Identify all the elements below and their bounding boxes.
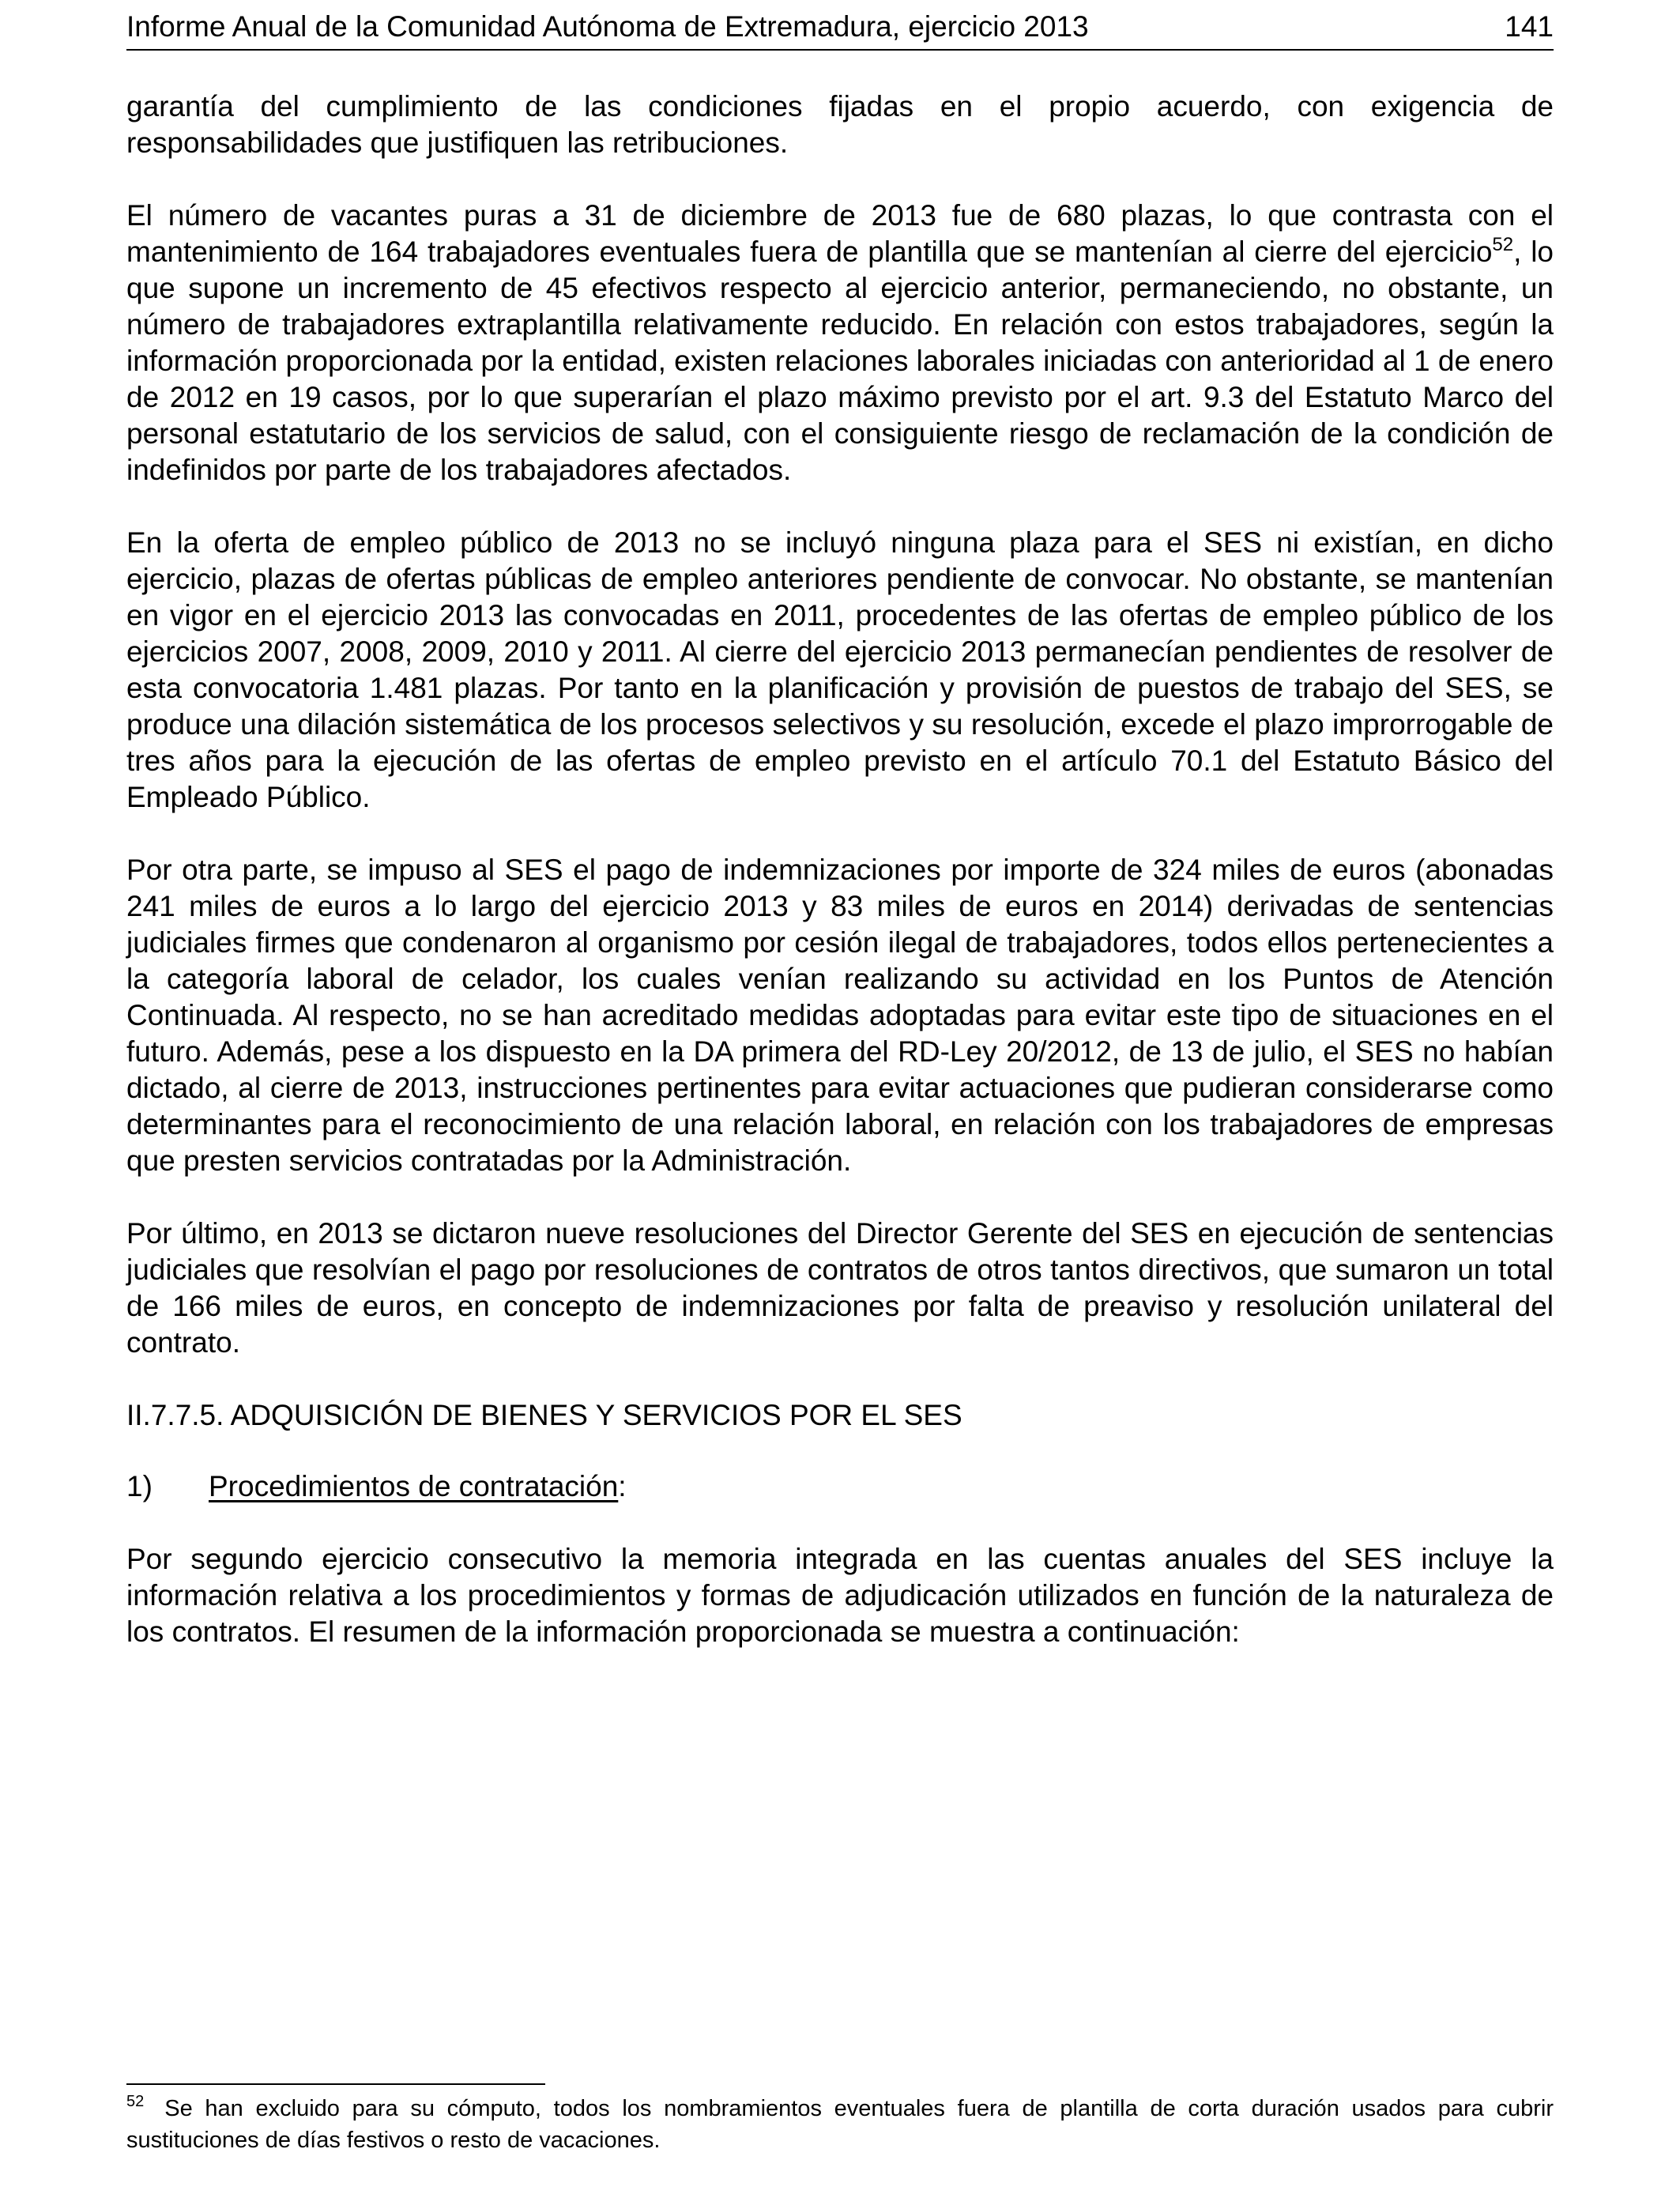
paragraph-6: Por segundo ejercicio consecutivo la memoria integrada en las cuentas anuales del SES incluye la información relativa a los procedimientos y formas de adjudicación utilizados en función de la naturaleza de los contratos. El resumen de la información proporcionada se muestra a continuación: [126, 1543, 1554, 1648]
paragraph-3: En la oferta de empleo público de 2013 no se incluyó ninguna plaza para el SES ni existían, en dicho ejercicio, plazas de ofertas públicas de empleo anteriores pendiente de convocar. No obstante, se mantenían en vigor en el ejercicio 2013 las convocadas en 2011, procedentes de las ofertas de empleo público de los ejercicios 2007, 2008, 2009, 2010 y 2011. Al cierre del ejercicio 2013 permanecían pendientes de resolver de esta convocatoria 1.481 plazas. Por tanto en la planificación y provisión de puestos de trabajo del SES, se produce una dilación sistemática de los procesos selectivos y su resolución, excede el plazo improrrogable de tres años para la ejecución de las ofertas de empleo previsto en el artículo 70.1 del Estatuto Básico del Empleado Público. [126, 526, 1554, 813]
footnote-text: Se han excluido para su cómputo, todos los nombramientos eventuales fuera de plantilla de corta duración usados para cubrir sustituciones de días festivos o resto de vacaciones. [126, 2096, 1554, 2153]
paragraph-4: Por otra parte, se impuso al SES el pago de indemnizaciones por importe de 324 miles de euros (abonadas 241 miles de euros a lo largo del ejercicio 2013 y 83 miles de euros en 2014) derivadas de sentencias judiciales firmes que condenaron al organismo por cesión ilegal de trabajadores, todos ellos pertenecientes a la categoría laboral de celador, los cuales venían realizando su actividad en los Puntos de Atención Continuada. Al respecto, no se han acreditado medidas adoptadas para evitar este tipo de situaciones en el futuro. Además, pese a los dispuesto en la DA primera del RD-Ley 20/2012, de 13 de julio, el SES no habían dictado, al cierre de 2013, instrucciones pertinentes para evitar actuaciones que pudieran considerarse como determinantes para el reconocimiento de una relación laboral, en relación con los trabajadores de empresas que presten servicios contratadas por la Administración. [126, 854, 1554, 1177]
paragraph-2-part-b: , lo que supone un incremento de 45 efectivos respecto al ejercicio anterior, permaneciendo, no obstante, un número de trabajadores extraplantilla relativamente reducido. En relación con estos trabajadores, según la información proporcionada por la entidad, existen relaciones laborales iniciadas con anterioridad al 1 de enero de 2012 en 19 casos, por lo que superarían el plazo máximo previsto por el art. 9.3 del Estatuto Marco del personal estatutario de los servicios de salud, con el consiguiente riesgo de reclamación de la condición de indefinidos por parte de los trabajadores afectados. [126, 236, 1554, 486]
footnote-reference[interactable]: 52 [1492, 234, 1514, 255]
section-heading: II.7.7.5. ADQUISICIÓN DE BIENES Y SERVICIOS POR EL SES [126, 1399, 962, 1431]
footnote-separator [126, 2083, 545, 2085]
subsection-number: 1) [126, 1470, 153, 1502]
page-number: 141 [1505, 10, 1554, 43]
document-body [126, 89, 1554, 1687]
footnote [126, 2093, 1554, 2156]
paragraph-2-part-a: El número de vacantes puras a 31 de diciembre de 2013 fue de 680 plazas, lo que contrasta con el mantenimiento de 164 trabajadores eventuales fuera de plantilla que se mantenían al cierre del ejercicio [126, 199, 1554, 268]
subsection-title: Procedimientos de contratación [209, 1470, 619, 1502]
paragraph-5: Por último, en 2013 se dictaron nueve resoluciones del Director Gerente del SES en ejecución de sentencias judiciales que resolvían el pago por resoluciones de contratos de otros tantos directivos, que sumaron un total de 166 miles de euros, en concepto de indemnizaciones por falta de preaviso y resolución unilateral del contrato. [126, 1217, 1554, 1359]
header-title: Informe Anual de la Comunidad Autónoma de Extremadura, ejercicio 2013 [126, 10, 1089, 43]
page-header [126, 8, 1554, 51]
footnote-number: 52 [126, 2093, 145, 2110]
paragraph-2 [126, 198, 1554, 488]
paragraph-1: garantía del cumplimiento de las condiciones fijadas en el propio acuerdo, con exigencia de responsabilidades que justifiquen las retribuciones. [126, 90, 1554, 159]
subsection-item [126, 1468, 1554, 1505]
subsection-suffix: : [618, 1470, 627, 1502]
